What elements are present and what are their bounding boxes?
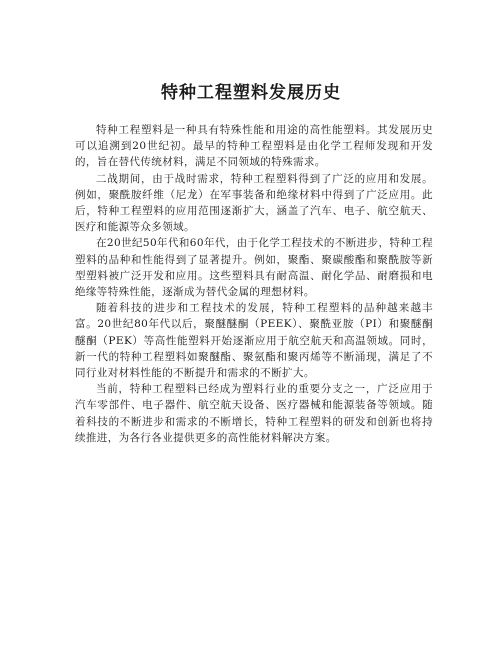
page-title: 特种工程塑料发展历史 <box>161 83 341 103</box>
paragraph-1: 特种工程塑料是一种具有特殊性能和用途的高性能塑料。其发展历史可以追溯到20世纪初。最早的特种工程塑料是由化学工程师发现和开发的，旨在替代传统材料，满足不同领域的特殊需求。 <box>75 124 433 169</box>
paragraph-4: 随着科技的进步和工程技术的发展，特种工程塑料的品种越来越丰富。20世纪80年代以后，聚醚醚酮（PEEK）、聚酰亚胺（PI）和聚醚酮醚酮（PEK）等高性能塑料开始逐渐应用于航空航天和高温领域。同时，新一代的特种工程塑料如聚醚酯、聚氨酯和聚丙烯等不断涌现，满足了不同行业对材料性能的不断提升和需求的不断扩大。 <box>75 302 433 380</box>
paragraph-5: 当前，特种工程塑料已经成为塑料行业的重要分支之一，广泛应用于汽车零部件、电子器件、航空航天设备、医疗器械和能源装备等领域。随着科技的不断进步和需求的不断增长，特种工程塑料的研发和创新也将持续推进，为各行各业提供更多的高性能材料解决方案。 <box>75 383 433 444</box>
paragraph-2: 二战期间，由于战时需求，特种工程塑料得到了广泛的应用和发展。例如，聚酰胺纤维（尼龙）在军事装备和绝缘材料中得到了广泛应用。此后，特种工程塑料的应用范围逐渐扩大，涵盖了汽车、电子、航空航天、医疗和能源等众多领域。 <box>75 172 433 234</box>
paragraph-3: 在20世纪50年代和60年代，由于化学工程技术的不断进步，特种工程塑料的品种和性能得到了显著提升。例如，聚酯、聚碳酸酯和聚酰胺等新型塑料被广泛开发和应用。这些塑料具有耐高温、耐化学品、耐磨损和电绝缘等特殊性能，逐渐成为替代金属的理想材料。 <box>75 237 433 299</box>
document-body <box>75 122 433 446</box>
